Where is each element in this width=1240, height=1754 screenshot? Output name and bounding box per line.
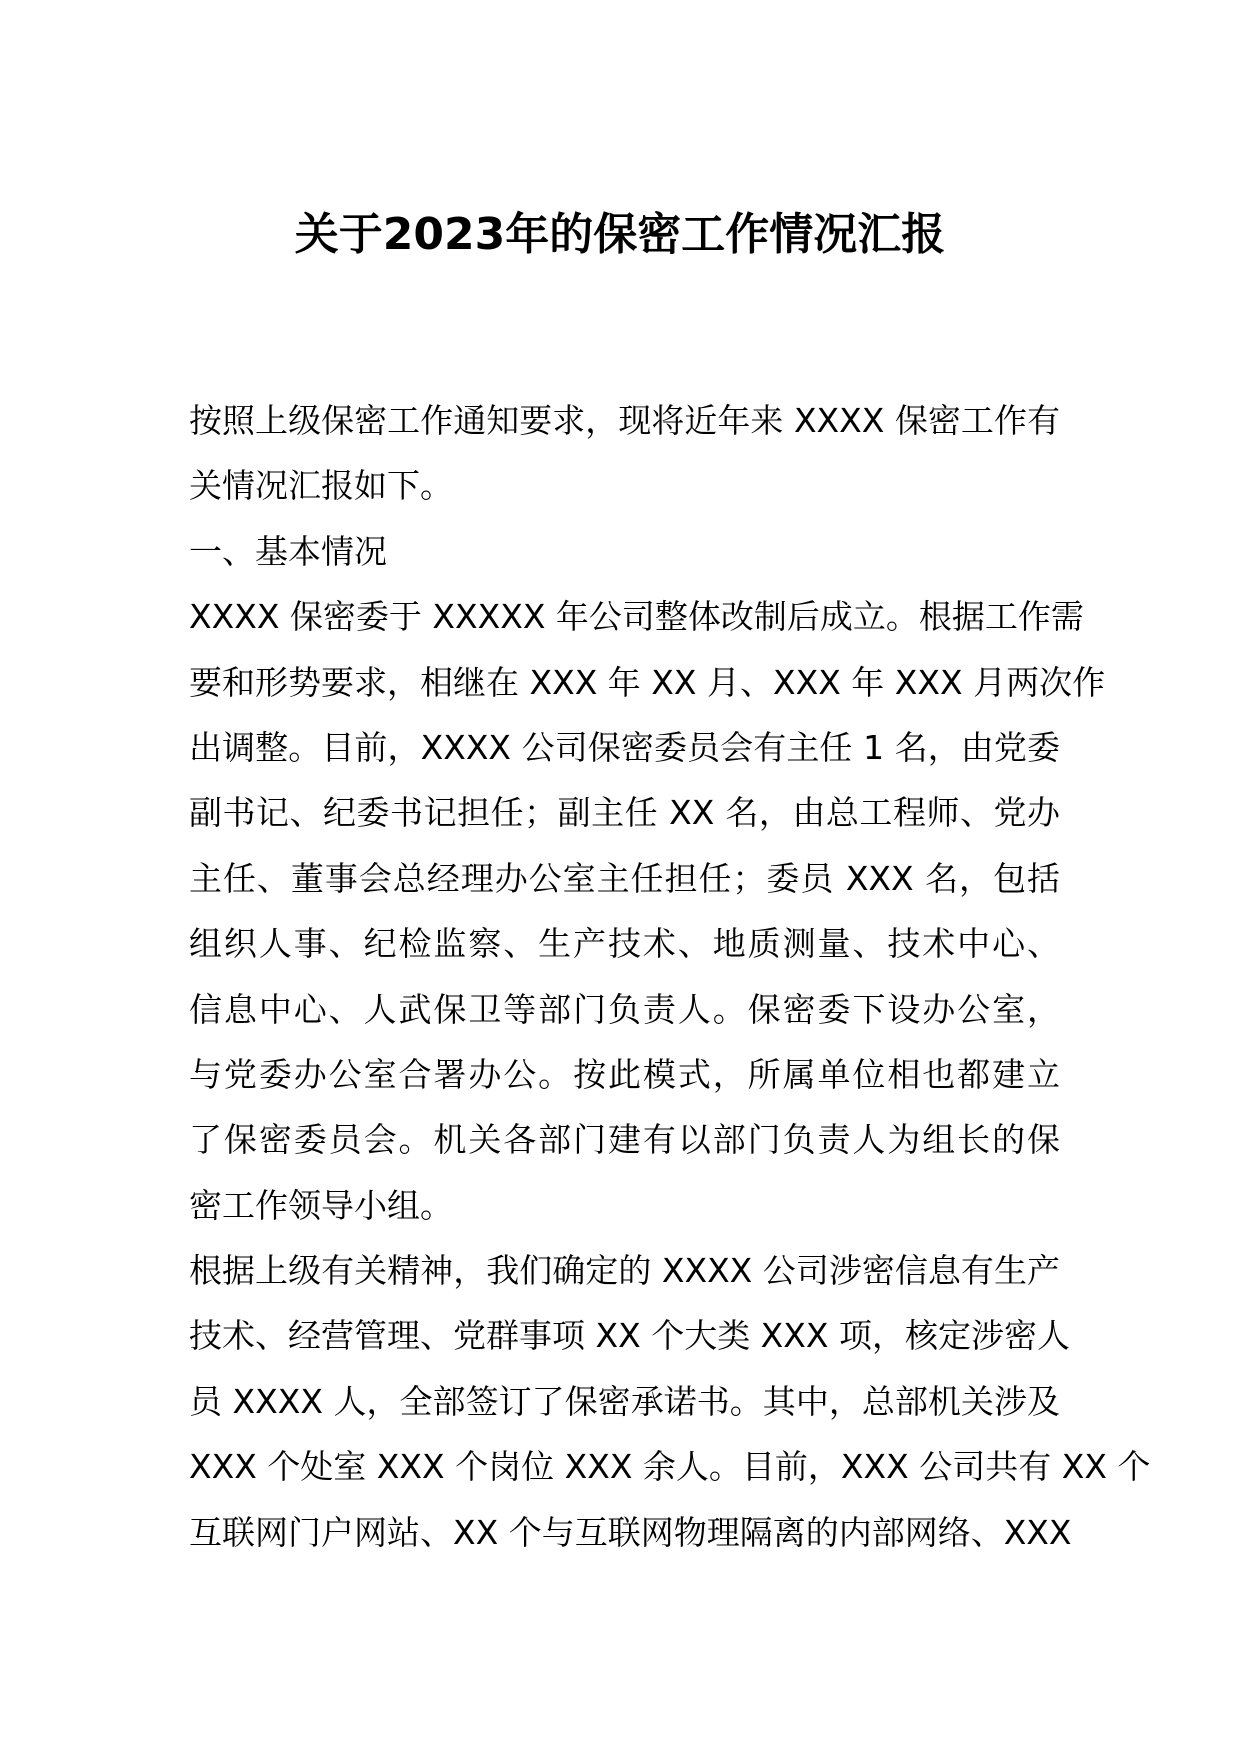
text-line: 出调整。目前，XXXX 公司保密委员会有主任 1 名，由党委 <box>189 727 1060 767</box>
text-line: 根据上级有关精神，我们确定的 XXXX 公司涉密信息有生产 <box>189 1251 1060 1291</box>
text-line: 密工作领导小组。 <box>189 1185 453 1225</box>
text-line: 要和形势要求，相继在 XXX 年 XX 月、XXX 年 XXX 月两次作 <box>189 662 1106 702</box>
section-heading: 一、基本情况 <box>189 531 387 571</box>
text-line: 互联网门户网站、XX 个与互联网物理隔离的内部网络、XXX <box>189 1512 1072 1552</box>
text-line: 了保密委员会。机关各部门建有以部门负责人为组长的保 <box>189 1120 1060 1160</box>
text-line: XXXX 保密委于 XXXXX 年公司整体改制后成立。根据工作需 <box>189 597 1084 637</box>
text-line: 与党委办公室合署办公。按此模式，所属单位相也都建立 <box>189 1054 1060 1094</box>
text-line: 主任、董事会总经理办公室主任担任；委员 XXX 名，包括 <box>189 858 1060 898</box>
document-title: 关于2023年的保密工作情况汇报 <box>294 209 946 260</box>
text-line: 员 XXXX 人，全部签订了保密承诺书。其中，总部机关涉及 <box>189 1381 1060 1421</box>
text-line: 按照上级保密工作通知要求，现将近年来 XXXX 保密工作有 <box>189 401 1060 440</box>
text-line: 关情况汇报如下。 <box>189 466 453 506</box>
text-line: XXX 个处室 XXX 个岗位 XXX 余人。目前，XXX 公司共有 XX 个 <box>189 1447 1151 1487</box>
text-line: 技术、经营管理、党群事项 XX 个大类 XXX 项，核定涉密人 <box>189 1316 1070 1356</box>
text-line: 信息中心、人武保卫等部门负责人。保密委下设办公室， <box>189 989 1060 1029</box>
document-body <box>189 388 1151 1565</box>
text-line: 组织人事、纪检监察、生产技术、地质测量、技术中心、 <box>189 924 1060 964</box>
text-line: 副书记、纪委书记担任；副主任 XX 名，由总工程师、党办 <box>189 793 1060 833</box>
